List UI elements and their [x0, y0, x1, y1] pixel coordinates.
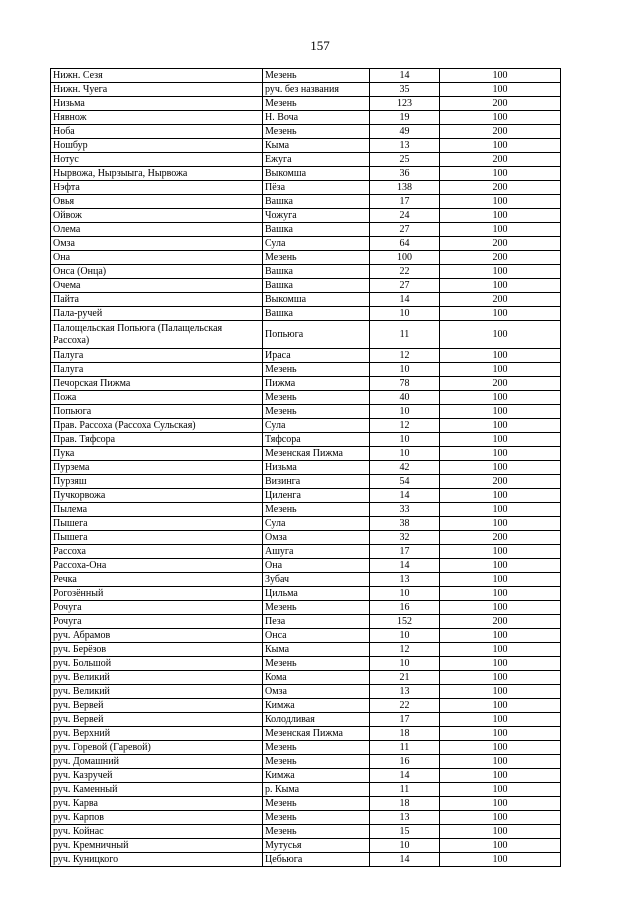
table-row: [51, 461, 561, 475]
protection-zone-cell: 200: [440, 293, 561, 307]
tributary-of-cell: Сула: [263, 517, 370, 531]
length-km-cell: 14: [370, 293, 440, 307]
table-row: [51, 167, 561, 181]
tributary-of-cell: Пижма: [263, 377, 370, 391]
rivers-table: [50, 68, 561, 867]
river-name-cell: Ойвож: [51, 209, 263, 223]
river-name-cell: Палуга: [51, 363, 263, 377]
tributary-of-cell: р. Кыма: [263, 783, 370, 797]
table-row: [51, 769, 561, 783]
table-row: [51, 139, 561, 153]
table-row: [51, 363, 561, 377]
river-name-cell: Нижн. Сезя: [51, 69, 263, 83]
table-row: [51, 293, 561, 307]
protection-zone-cell: 100: [440, 853, 561, 867]
table-row: [51, 279, 561, 293]
river-name-cell: Рассоха: [51, 545, 263, 559]
protection-zone-cell: 100: [440, 517, 561, 531]
river-name-cell: руч. Верхний: [51, 727, 263, 741]
tributary-of-cell: Тяфсора: [263, 433, 370, 447]
table-row: [51, 475, 561, 489]
protection-zone-cell: 100: [440, 223, 561, 237]
protection-zone-cell: 200: [440, 237, 561, 251]
table-row: [51, 447, 561, 461]
tributary-of-cell: Цильма: [263, 587, 370, 601]
tributary-of-cell: Вашка: [263, 279, 370, 293]
protection-zone-cell: 100: [440, 363, 561, 377]
tributary-of-cell: Мезень: [263, 69, 370, 83]
tributary-of-cell: Кыма: [263, 643, 370, 657]
table-row: [51, 601, 561, 615]
table-row: [51, 223, 561, 237]
table-row: [51, 321, 561, 349]
table-row: [51, 237, 561, 251]
river-name-cell: руч. Великий: [51, 671, 263, 685]
table-row: [51, 489, 561, 503]
river-name-cell: Пурзема: [51, 461, 263, 475]
river-name-cell: Омза: [51, 237, 263, 251]
length-km-cell: 10: [370, 405, 440, 419]
river-name-cell: руч. Берёзов: [51, 643, 263, 657]
protection-zone-cell: 200: [440, 377, 561, 391]
table-row: [51, 503, 561, 517]
protection-zone-cell: 100: [440, 839, 561, 853]
tributary-of-cell: Мезень: [263, 125, 370, 139]
tributary-of-cell: Кимжа: [263, 699, 370, 713]
length-km-cell: 10: [370, 587, 440, 601]
river-name-cell: Она: [51, 251, 263, 265]
length-km-cell: 21: [370, 671, 440, 685]
protection-zone-cell: 100: [440, 489, 561, 503]
protection-zone-cell: 100: [440, 587, 561, 601]
river-name-cell: Нэфта: [51, 181, 263, 195]
length-km-cell: 78: [370, 377, 440, 391]
page-number: 157: [310, 38, 330, 53]
table-row: [51, 755, 561, 769]
protection-zone-cell: 100: [440, 699, 561, 713]
river-name-cell: Нижн. Чуега: [51, 83, 263, 97]
protection-zone-cell: 100: [440, 727, 561, 741]
river-name-cell: руч. Домашний: [51, 755, 263, 769]
river-name-cell: руч. Каменный: [51, 783, 263, 797]
length-km-cell: 13: [370, 685, 440, 699]
protection-zone-cell: 100: [440, 545, 561, 559]
table-row: [51, 713, 561, 727]
length-km-cell: 10: [370, 447, 440, 461]
protection-zone-cell: 200: [440, 251, 561, 265]
length-km-cell: 35: [370, 83, 440, 97]
protection-zone-cell: 100: [440, 447, 561, 461]
table-row: [51, 349, 561, 363]
river-name-cell: Нявнож: [51, 111, 263, 125]
tributary-of-cell: Мезень: [263, 503, 370, 517]
protection-zone-cell: 100: [440, 69, 561, 83]
river-name-cell: Овья: [51, 195, 263, 209]
table-row: [51, 615, 561, 629]
table-row: [51, 69, 561, 83]
length-km-cell: 12: [370, 643, 440, 657]
table-row: [51, 657, 561, 671]
river-name-cell: Пучкорвожа: [51, 489, 263, 503]
river-name-cell: руч. Карва: [51, 797, 263, 811]
river-name-cell: Пайта: [51, 293, 263, 307]
table-row: [51, 265, 561, 279]
river-name-cell: руч. Горевой (Гаревой): [51, 741, 263, 755]
length-km-cell: 42: [370, 461, 440, 475]
tributary-of-cell: Мезень: [263, 391, 370, 405]
length-km-cell: 18: [370, 727, 440, 741]
protection-zone-cell: 100: [440, 405, 561, 419]
protection-zone-cell: 200: [440, 475, 561, 489]
protection-zone-cell: 100: [440, 265, 561, 279]
length-km-cell: 123: [370, 97, 440, 111]
tributary-of-cell: Она: [263, 559, 370, 573]
tributary-of-cell: Ашуга: [263, 545, 370, 559]
protection-zone-cell: 100: [440, 195, 561, 209]
protection-zone-cell: 100: [440, 825, 561, 839]
length-km-cell: 14: [370, 69, 440, 83]
tributary-of-cell: Кимжа: [263, 769, 370, 783]
protection-zone-cell: 100: [440, 643, 561, 657]
tributary-of-cell: Мезень: [263, 251, 370, 265]
river-name-cell: Печорская Пижма: [51, 377, 263, 391]
river-name-cell: Нотус: [51, 153, 263, 167]
tributary-of-cell: Мезень: [263, 755, 370, 769]
protection-zone-cell: 100: [440, 685, 561, 699]
length-km-cell: 10: [370, 307, 440, 321]
river-name-cell: Палуга: [51, 349, 263, 363]
table-row: [51, 643, 561, 657]
length-km-cell: 54: [370, 475, 440, 489]
river-name-cell: руч. Большой: [51, 657, 263, 671]
table-row: [51, 545, 561, 559]
river-name-cell: Палощельская Попьюга (Палащельская Рассоха): [51, 321, 263, 349]
length-km-cell: 138: [370, 181, 440, 195]
river-name-cell: Прав. Рассоха (Рассоха Сульская): [51, 419, 263, 433]
table-row: [51, 377, 561, 391]
length-km-cell: 15: [370, 825, 440, 839]
length-km-cell: 27: [370, 223, 440, 237]
river-name-cell: руч. Вервей: [51, 713, 263, 727]
length-km-cell: 49: [370, 125, 440, 139]
tributary-of-cell: Вашка: [263, 195, 370, 209]
length-km-cell: 24: [370, 209, 440, 223]
river-name-cell: Пышега: [51, 517, 263, 531]
length-km-cell: 25: [370, 153, 440, 167]
tributary-of-cell: Пеза: [263, 615, 370, 629]
river-name-cell: руч. Казручей: [51, 769, 263, 783]
length-km-cell: 100: [370, 251, 440, 265]
river-name-cell: Ношбур: [51, 139, 263, 153]
protection-zone-cell: 100: [440, 307, 561, 321]
river-name-cell: Ноба: [51, 125, 263, 139]
river-name-cell: руч. Кремничный: [51, 839, 263, 853]
protection-zone-cell: 100: [440, 713, 561, 727]
table-row: [51, 125, 561, 139]
tributary-of-cell: Мезень: [263, 811, 370, 825]
tributary-of-cell: Вашка: [263, 307, 370, 321]
protection-zone-cell: 100: [440, 419, 561, 433]
length-km-cell: 10: [370, 657, 440, 671]
protection-zone-cell: 200: [440, 181, 561, 195]
tributary-of-cell: Ираса: [263, 349, 370, 363]
tributary-of-cell: Кома: [263, 671, 370, 685]
tributary-of-cell: Мезень: [263, 601, 370, 615]
table-row: [51, 251, 561, 265]
tributary-of-cell: Мезень: [263, 97, 370, 111]
table-row: [51, 405, 561, 419]
length-km-cell: 11: [370, 783, 440, 797]
table-row: [51, 153, 561, 167]
table-row: [51, 783, 561, 797]
protection-zone-cell: 100: [440, 111, 561, 125]
protection-zone-cell: 100: [440, 769, 561, 783]
table-row: [51, 699, 561, 713]
table-row: [51, 685, 561, 699]
protection-zone-cell: 100: [440, 741, 561, 755]
tributary-of-cell: Кыма: [263, 139, 370, 153]
river-name-cell: Попьюга: [51, 405, 263, 419]
river-name-cell: руч. Куницкого: [51, 853, 263, 867]
river-name-cell: Рогозённый: [51, 587, 263, 601]
tributary-of-cell: Мезень: [263, 741, 370, 755]
table-row: [51, 181, 561, 195]
tributary-of-cell: Низьма: [263, 461, 370, 475]
river-name-cell: Пылема: [51, 503, 263, 517]
table-row: [51, 825, 561, 839]
tributary-of-cell: Сула: [263, 419, 370, 433]
length-km-cell: 22: [370, 699, 440, 713]
river-name-cell: Низьма: [51, 97, 263, 111]
table-row: [51, 741, 561, 755]
length-km-cell: 17: [370, 713, 440, 727]
protection-zone-cell: 100: [440, 349, 561, 363]
table-row: [51, 517, 561, 531]
river-name-cell: руч. Великий: [51, 685, 263, 699]
river-name-cell: Рочуга: [51, 615, 263, 629]
protection-zone-cell: 100: [440, 503, 561, 517]
tributary-of-cell: Омза: [263, 531, 370, 545]
river-name-cell: Рассоха-Она: [51, 559, 263, 573]
length-km-cell: 13: [370, 139, 440, 153]
length-km-cell: 40: [370, 391, 440, 405]
table-row: [51, 797, 561, 811]
length-km-cell: 16: [370, 601, 440, 615]
table-row: [51, 195, 561, 209]
length-km-cell: 10: [370, 839, 440, 853]
tributary-of-cell: Выкомша: [263, 167, 370, 181]
table-row: [51, 391, 561, 405]
table-row: [51, 573, 561, 587]
river-name-cell: Пука: [51, 447, 263, 461]
tributary-of-cell: Мутусья: [263, 839, 370, 853]
length-km-cell: 16: [370, 755, 440, 769]
tributary-of-cell: руч. без названия: [263, 83, 370, 97]
protection-zone-cell: 100: [440, 83, 561, 97]
table-row: [51, 209, 561, 223]
table-row: [51, 307, 561, 321]
length-km-cell: 33: [370, 503, 440, 517]
tributary-of-cell: Зубач: [263, 573, 370, 587]
length-km-cell: 19: [370, 111, 440, 125]
protection-zone-cell: 100: [440, 755, 561, 769]
length-km-cell: 22: [370, 265, 440, 279]
tributary-of-cell: Циленга: [263, 489, 370, 503]
table-row: [51, 629, 561, 643]
tributary-of-cell: Чожуга: [263, 209, 370, 223]
tributary-of-cell: Мезень: [263, 657, 370, 671]
protection-zone-cell: 100: [440, 279, 561, 293]
river-name-cell: руч. Карпов: [51, 811, 263, 825]
length-km-cell: 11: [370, 741, 440, 755]
protection-zone-cell: 100: [440, 559, 561, 573]
protection-zone-cell: 100: [440, 433, 561, 447]
length-km-cell: 10: [370, 433, 440, 447]
river-name-cell: Пожа: [51, 391, 263, 405]
river-name-cell: руч. Абрамов: [51, 629, 263, 643]
protection-zone-cell: 100: [440, 209, 561, 223]
table-row: [51, 839, 561, 853]
table-row: [51, 727, 561, 741]
protection-zone-cell: 200: [440, 615, 561, 629]
river-name-cell: Олема: [51, 223, 263, 237]
protection-zone-cell: 100: [440, 601, 561, 615]
length-km-cell: 13: [370, 811, 440, 825]
protection-zone-cell: 200: [440, 125, 561, 139]
river-name-cell: Пышега: [51, 531, 263, 545]
protection-zone-cell: 100: [440, 657, 561, 671]
table-row: [51, 111, 561, 125]
table-row: [51, 97, 561, 111]
river-name-cell: Пурзяш: [51, 475, 263, 489]
table-body: [51, 69, 561, 867]
river-name-cell: Прав. Тяфсора: [51, 433, 263, 447]
river-name-cell: Очема: [51, 279, 263, 293]
length-km-cell: 17: [370, 545, 440, 559]
table-row: [51, 853, 561, 867]
length-km-cell: 10: [370, 363, 440, 377]
protection-zone-cell: 200: [440, 531, 561, 545]
protection-zone-cell: 100: [440, 167, 561, 181]
river-name-cell: Пала-ручей: [51, 307, 263, 321]
river-name-cell: руч. Койнас: [51, 825, 263, 839]
protection-zone-cell: 100: [440, 139, 561, 153]
length-km-cell: 12: [370, 349, 440, 363]
tributary-of-cell: Цебьюга: [263, 853, 370, 867]
length-km-cell: 38: [370, 517, 440, 531]
protection-zone-cell: 100: [440, 321, 561, 349]
protection-zone-cell: 200: [440, 153, 561, 167]
tributary-of-cell: Попьюга: [263, 321, 370, 349]
protection-zone-cell: 100: [440, 573, 561, 587]
tributary-of-cell: Вашка: [263, 223, 370, 237]
tributary-of-cell: Визинга: [263, 475, 370, 489]
protection-zone-cell: 200: [440, 97, 561, 111]
tributary-of-cell: Мезенская Пижма: [263, 727, 370, 741]
protection-zone-cell: 100: [440, 461, 561, 475]
tributary-of-cell: Мезень: [263, 797, 370, 811]
river-name-cell: руч. Вервей: [51, 699, 263, 713]
length-km-cell: 14: [370, 559, 440, 573]
tributary-of-cell: Мезенская Пижма: [263, 447, 370, 461]
tributary-of-cell: Пёза: [263, 181, 370, 195]
tributary-of-cell: Ежуга: [263, 153, 370, 167]
river-name-cell: Нырвожа, Нырзыыга, Нырвожа: [51, 167, 263, 181]
tributary-of-cell: Мезень: [263, 405, 370, 419]
tributary-of-cell: Н. Воча: [263, 111, 370, 125]
length-km-cell: 11: [370, 321, 440, 349]
protection-zone-cell: 100: [440, 391, 561, 405]
length-km-cell: 18: [370, 797, 440, 811]
table-row: [51, 559, 561, 573]
tributary-of-cell: Сула: [263, 237, 370, 251]
river-name-cell: Речка: [51, 573, 263, 587]
tributary-of-cell: Онса: [263, 629, 370, 643]
length-km-cell: 27: [370, 279, 440, 293]
length-km-cell: 13: [370, 573, 440, 587]
length-km-cell: 64: [370, 237, 440, 251]
river-name-cell: Рочуга: [51, 601, 263, 615]
length-km-cell: 10: [370, 629, 440, 643]
tributary-of-cell: Колодливая: [263, 713, 370, 727]
tributary-of-cell: Вашка: [263, 265, 370, 279]
length-km-cell: 12: [370, 419, 440, 433]
table-row: [51, 811, 561, 825]
protection-zone-cell: 100: [440, 671, 561, 685]
protection-zone-cell: 100: [440, 783, 561, 797]
table-row: [51, 671, 561, 685]
protection-zone-cell: 100: [440, 797, 561, 811]
tributary-of-cell: Выкомша: [263, 293, 370, 307]
tributary-of-cell: Омза: [263, 685, 370, 699]
tributary-of-cell: Мезень: [263, 363, 370, 377]
tributary-of-cell: Мезень: [263, 825, 370, 839]
length-km-cell: 32: [370, 531, 440, 545]
length-km-cell: 14: [370, 489, 440, 503]
table-row: [51, 587, 561, 601]
table-row: [51, 531, 561, 545]
protection-zone-cell: 100: [440, 629, 561, 643]
protection-zone-cell: 100: [440, 811, 561, 825]
length-km-cell: 14: [370, 769, 440, 783]
table-row: [51, 83, 561, 97]
length-km-cell: 17: [370, 195, 440, 209]
length-km-cell: 152: [370, 615, 440, 629]
river-name-cell: Онса (Онца): [51, 265, 263, 279]
length-km-cell: 14: [370, 853, 440, 867]
length-km-cell: 36: [370, 167, 440, 181]
table-row: [51, 419, 561, 433]
table-row: [51, 433, 561, 447]
